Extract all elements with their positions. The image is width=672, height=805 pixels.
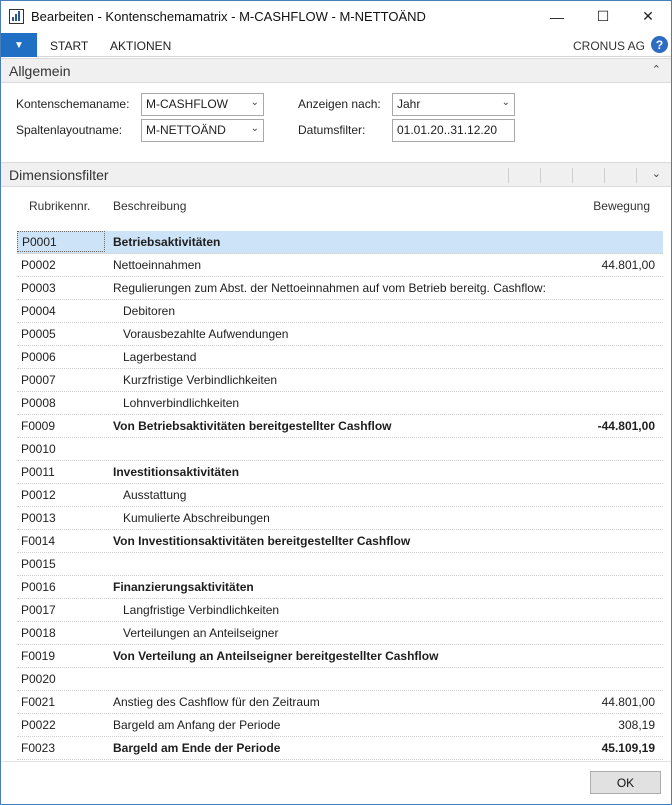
row-number-cell[interactable]: P0004 — [21, 304, 56, 318]
row-amount-cell[interactable]: 44.801,00 — [601, 695, 655, 709]
date-filter-label: Datumsfilter: — [298, 123, 366, 137]
column-header-description[interactable]: Beschreibung — [113, 199, 187, 213]
row-description-cell[interactable]: Von Verteilung an Anteilseigner bereitgestellter Cashflow — [113, 649, 439, 663]
row-description-cell[interactable]: Verteilungen an Anteilseigner — [123, 626, 279, 640]
row-description-cell[interactable]: Anstieg des Cashflow für den Zeitraum — [113, 695, 320, 709]
row-number-cell[interactable]: P0012 — [21, 488, 56, 502]
table-row[interactable] — [17, 392, 663, 415]
view-by-value: Jahr — [397, 97, 421, 111]
schema-name-field[interactable] — [141, 93, 264, 116]
table-row[interactable] — [17, 231, 663, 254]
table-row[interactable] — [17, 530, 663, 553]
row-amount-cell[interactable]: 44.801,00 — [601, 258, 655, 272]
table-row[interactable] — [17, 737, 663, 760]
row-number-cell[interactable]: P0008 — [21, 396, 56, 410]
grid-header — [1, 193, 671, 230]
row-description-cell[interactable]: Ausstattung — [123, 488, 187, 502]
company-name[interactable]: CRONUS AG — [572, 39, 645, 53]
tab-start[interactable]: START — [50, 39, 89, 53]
fasttab-general[interactable] — [1, 58, 671, 83]
table-row[interactable] — [17, 691, 663, 714]
table-row[interactable] — [17, 553, 663, 576]
column-layout-field[interactable] — [141, 119, 264, 142]
table-row[interactable] — [17, 369, 663, 392]
row-description-cell[interactable]: Nettoeinnahmen — [113, 258, 202, 272]
chevron-down-icon[interactable]: ⌄ — [250, 97, 259, 108]
row-number-cell[interactable]: F0023 — [21, 741, 56, 755]
chevron-up-icon[interactable]: ⌃ — [651, 64, 661, 76]
row-description-cell[interactable]: Von Betriebsaktivitäten bereitgestellter Cashflow — [113, 419, 392, 433]
window-title: Bearbeiten - Kontenschemamatrix - M-CASHFLOW - M-NETTOÄND — [31, 9, 426, 24]
schema-name-value: M-CASHFLOW — [146, 97, 228, 111]
row-description-cell[interactable]: Bargeld am Ende der Periode — [113, 741, 281, 755]
date-filter-value: 01.01.20..31.12.20 — [397, 123, 498, 137]
table-row[interactable] — [17, 438, 663, 461]
row-amount-cell[interactable]: -44.801,00 — [597, 419, 655, 433]
column-layout-value: M-NETTOÄND — [146, 123, 226, 137]
table-row[interactable] — [17, 622, 663, 645]
row-description-cell[interactable]: Regulierungen zum Abst. der Nettoeinnahmen auf vom Betrieb bereitg. Cashflow: — [113, 281, 546, 295]
ribbon — [1, 33, 671, 57]
app-icon — [9, 9, 24, 24]
fasttab-general-title: Allgemein — [9, 63, 71, 79]
table-row[interactable] — [17, 461, 663, 484]
table-row[interactable] — [17, 277, 663, 300]
row-description-cell[interactable]: Bargeld am Anfang der Periode — [113, 718, 281, 732]
row-number-cell[interactable]: P0011 — [21, 465, 55, 479]
fasttab-dimension-title: Dimensionsfilter — [9, 167, 109, 183]
date-filter-field[interactable] — [392, 119, 515, 142]
row-description-cell[interactable]: Lagerbestand — [123, 350, 197, 364]
chevron-down-icon[interactable]: ⌄ — [250, 123, 259, 134]
table-row[interactable] — [17, 507, 663, 530]
title-bar — [1, 1, 671, 32]
row-number-cell[interactable]: P0016 — [21, 580, 56, 594]
row-number-cell[interactable]: P0022 — [21, 718, 56, 732]
row-number-cell[interactable]: P0001 — [17, 231, 105, 252]
row-amount-cell[interactable]: 308,19 — [618, 718, 655, 732]
close-icon[interactable]: ✕ — [642, 8, 654, 24]
row-description-cell[interactable]: Finanzierungsaktivitäten — [113, 580, 254, 594]
row-number-cell[interactable]: F0021 — [21, 695, 56, 709]
row-description-cell[interactable]: Debitoren — [123, 304, 176, 318]
tab-aktionen[interactable]: AKTIONEN — [110, 39, 172, 53]
column-layout-label: Spaltenlayoutname: — [16, 123, 123, 137]
row-description-cell[interactable]: Von Investitionsaktivitäten bereitgestellter Cashflow — [113, 534, 411, 548]
view-by-field[interactable] — [392, 93, 515, 116]
table-row[interactable] — [17, 599, 663, 622]
row-description-cell[interactable]: Betriebsaktivitäten — [113, 235, 221, 249]
row-amount-cell[interactable]: 45.109,19 — [601, 741, 655, 755]
row-number-cell[interactable]: P0020 — [21, 672, 56, 686]
chevron-down-icon[interactable]: ⌄ — [651, 168, 661, 180]
matrix-grid — [17, 231, 663, 760]
table-row[interactable] — [17, 346, 663, 369]
row-number-cell[interactable]: P0018 — [21, 626, 56, 640]
minimize-icon[interactable]: — — [550, 8, 564, 25]
table-row[interactable] — [17, 254, 663, 277]
row-description-cell[interactable]: Kumulierte Abschreibungen — [123, 511, 270, 525]
table-row[interactable] — [17, 576, 663, 599]
row-number-cell[interactable]: P0013 — [21, 511, 56, 525]
table-row[interactable] — [17, 645, 663, 668]
help-icon[interactable]: ? — [651, 36, 668, 53]
row-description-cell[interactable]: Investitionsaktivitäten — [113, 465, 240, 479]
maximize-icon[interactable]: ☐ — [596, 8, 610, 24]
table-row[interactable] — [17, 714, 663, 737]
column-header-amount[interactable]: Bewegung — [593, 199, 650, 213]
table-row[interactable] — [17, 323, 663, 346]
row-description-cell[interactable]: Kurzfristige Verbindlichkeiten — [123, 373, 278, 387]
row-number-cell[interactable]: P0017 — [21, 603, 56, 617]
row-description-cell[interactable]: Lohnverbindlichkeiten — [123, 396, 240, 410]
fasttab-dimension-filter[interactable] — [1, 162, 671, 187]
row-number-cell[interactable]: F0014 — [21, 534, 56, 548]
row-number-cell[interactable]: P0003 — [21, 281, 56, 295]
table-row[interactable] — [17, 415, 663, 438]
schema-name-label: Kontenschemaname: — [16, 97, 130, 111]
chevron-down-icon[interactable]: ⌄ — [501, 97, 510, 108]
table-row[interactable] — [17, 300, 663, 323]
footer-divider — [1, 761, 671, 762]
view-by-label: Anzeigen nach: — [298, 97, 381, 111]
table-row[interactable] — [17, 668, 663, 691]
row-number-cell[interactable]: P0010 — [21, 442, 56, 456]
row-number-cell[interactable]: F0009 — [21, 419, 56, 433]
row-number-cell[interactable]: P0006 — [21, 350, 56, 364]
row-number-cell[interactable]: P0007 — [21, 373, 56, 387]
table-row[interactable] — [17, 484, 663, 507]
ok-button[interactable]: OK — [590, 771, 661, 794]
row-number-cell[interactable]: F0019 — [21, 649, 56, 663]
column-header-nr[interactable]: Rubrikennr. — [29, 199, 91, 213]
row-description-cell[interactable]: Langfristige Verbindlichkeiten — [123, 603, 280, 617]
app-menu-button[interactable]: ▼ — [1, 33, 37, 57]
row-number-cell[interactable]: P0005 — [21, 327, 56, 341]
row-number-cell[interactable]: P0002 — [21, 258, 56, 272]
row-number-cell[interactable]: P0015 — [21, 557, 56, 571]
row-description-cell[interactable]: Vorausbezahlte Aufwendungen — [123, 327, 289, 341]
